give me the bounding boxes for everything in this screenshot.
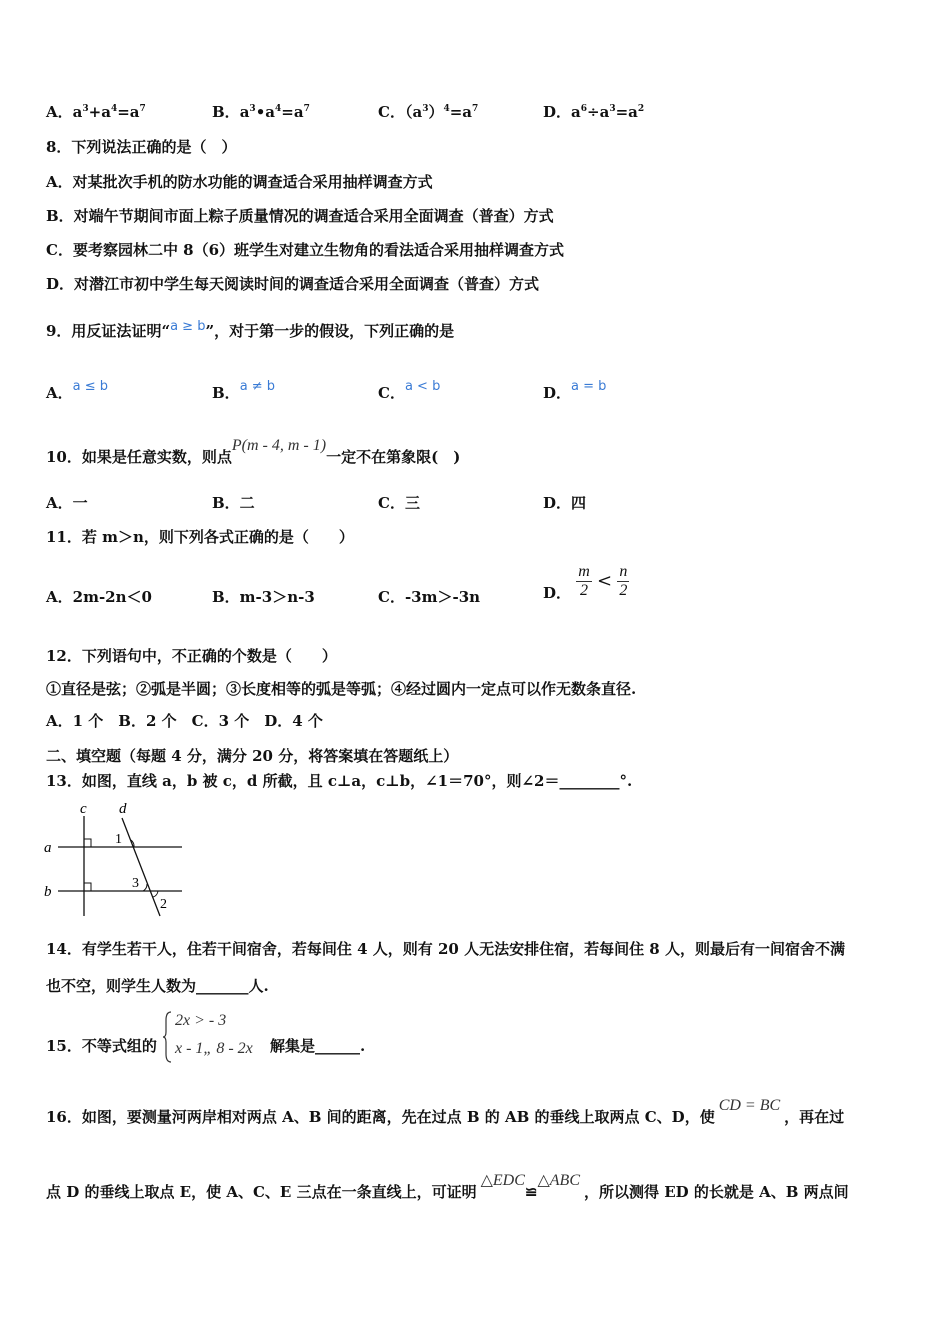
q10-option-b: B．二 bbox=[212, 494, 255, 512]
q10-stem: 10．如果是任意实数，则点P(m - 4, m - 1)一定不在第象限( ) bbox=[46, 437, 461, 466]
q14-line2: 也不空，则学生人数为_______人. bbox=[46, 977, 269, 995]
label-d: d bbox=[119, 801, 127, 817]
section-heading: 二、填空题（每题 4 分，满分 20 分，将答案填在答题纸上） bbox=[46, 747, 459, 765]
q10-option-c: C．三 bbox=[378, 494, 420, 512]
label-angle-3: 3 bbox=[132, 876, 139, 891]
q13-stem: 13．如图，直线 a，b 被 c，d 所截，且 c⊥a，c⊥b，∠1＝70°，则∠2＝________°. bbox=[46, 772, 633, 790]
q15-brace bbox=[163, 1010, 173, 1064]
label-angle-1: 1 bbox=[115, 832, 122, 847]
q12-stem: 12．下列语句中，不正确的个数是（ ） bbox=[46, 647, 337, 665]
q13-figure bbox=[40, 798, 190, 920]
q8-option-a: A．对某批次手机的防水功能的调查适合采用抽样调查方式 bbox=[46, 173, 433, 191]
q7-option-d: D．$a^6\div a^3=a^2$ bbox=[543, 103, 645, 121]
q12-body: ①直径是弦；②弧是半圆；③长度相等的弧是等弧；④经过圆内一定点可以作无数条直径. bbox=[46, 680, 637, 698]
q9-option-c: C．a < b bbox=[378, 379, 441, 402]
q9-option-d: D．a = b bbox=[543, 379, 607, 402]
q9-stem: 9．用反证法证明“a ≥ b”，对于第一步的假设，下列正确的是 bbox=[46, 319, 455, 340]
q16-line1: 16．如图，要测量河两岸相对两点 A、B 间的距离，先在过点 B 的 AB 的垂线上取两点 C、D，使CD = BC，再在过 bbox=[46, 1097, 845, 1126]
q15-ineq2: x - 1„ 8 - 2x bbox=[175, 1040, 253, 1057]
q11-option-a: A．2m-2n＜0 bbox=[46, 588, 152, 606]
q15-stem-post: 解集是______. bbox=[270, 1037, 366, 1055]
q10-option-a: A．一 bbox=[46, 494, 88, 512]
q11-option-b: B．m-3＞n-3 bbox=[212, 588, 315, 606]
q11-option-d: D． $\frac{m}{2}$ < $\frac{n}{2}$ bbox=[543, 563, 628, 602]
right-angle-mark-b bbox=[84, 883, 91, 891]
q16-line2: 点 D 的垂线上取点 E，使 A、C、E 三点在一条直线上，可证明△EDC≌△ABC，所以测得 ED 的长就是 A、B 两点间 bbox=[46, 1172, 849, 1201]
line-d bbox=[122, 818, 160, 916]
q8-option-c: C．要考察园林二中 8（6）班学生对建立生物角的看法适合采用抽样调查方式 bbox=[46, 241, 565, 259]
q8-stem: 8．下列说法正确的是（ ） bbox=[46, 138, 237, 156]
q15-ineq1: 2x > - 3 bbox=[175, 1012, 227, 1029]
q14-line1: 14．有学生若干人，住若干间宿舍，若每间住 4 人，则有 20 人无法安排住宿，若每间住 8 人，则最后有一间宿舍不满 bbox=[46, 940, 845, 958]
q11-option-c: C．-3m＞-3n bbox=[378, 588, 481, 606]
q9-option-b: B．a ≠ b bbox=[212, 379, 276, 402]
q11-stem: 11．若 m＞n，则下列各式正确的是（ ） bbox=[46, 528, 354, 546]
q7-option-a: A．$a^3+a^4=a^7$ bbox=[46, 103, 146, 121]
q8-option-b: B．对端午节期间市面上粽子质量情况的调查适合采用全面调查（普查）方式 bbox=[46, 207, 554, 225]
q10-option-d: D．四 bbox=[543, 494, 587, 512]
label-b: b bbox=[44, 884, 52, 900]
angle-2-arc bbox=[153, 891, 158, 897]
q9-option-a: A．a ≤ b bbox=[46, 379, 109, 402]
q7-option-c: C．$(a^3)^4=a^7$ bbox=[378, 103, 479, 121]
q8-option-d: D．对潜江市初中学生每天阅读时间的调查适合采用全面调查（普查）方式 bbox=[46, 275, 540, 293]
angle-3-arc bbox=[143, 884, 147, 891]
label-angle-2: 2 bbox=[160, 897, 167, 912]
q15-stem-pre: 15．不等式组的 bbox=[46, 1037, 157, 1055]
label-c: c bbox=[80, 801, 87, 817]
label-a: a bbox=[44, 840, 52, 856]
q7-option-b: B．$a^3•a^4=a^7$ bbox=[212, 103, 310, 121]
right-angle-mark-a bbox=[84, 839, 91, 847]
q12-options: A．1 个 B．2 个 C．3 个 D．4 个 bbox=[46, 712, 323, 730]
